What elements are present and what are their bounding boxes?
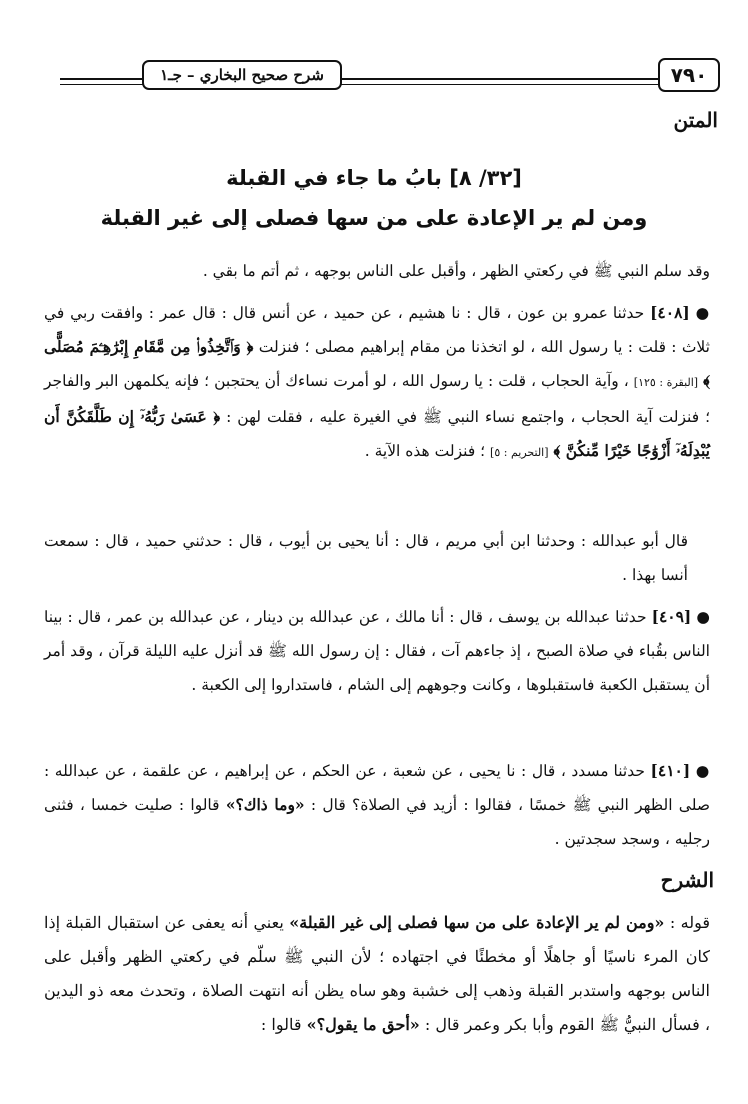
hadith-text: ؛ فنزلت هذه الآية . [364,442,486,460]
page-header [60,56,720,96]
hadith-410 [44,754,710,856]
chapter-intro: وقد سلم النبي ﷺ في ركعتي الظهر ، وأقبل على الناس بوجهه ، ثم أتم ما بقي . [202,262,710,280]
bullet-icon: ● [696,607,710,626]
quran-verse: ﴿ وَٱتَّخِذُوا۟ مِن مَّقَامِ إِبْرَٰهِـۧمَ مُصَلًّى ﴾ [44,337,710,390]
quoted-saying: «أحق ما يقول؟» [306,1015,420,1034]
hadith-number: [٤٠٩] [651,607,692,626]
verse-reference: [التحريم : ٥] [490,446,549,459]
verse-reference: [البقرة : ١٢٥] [633,376,699,389]
page-number: ٧٩٠ [658,58,720,92]
quoted-saying: «وما ذاك؟» [225,795,305,814]
chapter-title: [٣٢/ ٨] بابُ ما جاء في القبلة [226,166,522,190]
chapter-subtitle: ومن لم ير الإعادة على من سها فصلى إلى غير القبلة [100,206,648,230]
hadith-text: ، وآية الحجاب ، قلت : يا رسول الله ، لو أمرت نساءك أن يحتجبن ؛ فإنه يكلمهن البر والفاجر ؛ فنزلت آية الحجاب ، واجتمع نساء النبي ﷺ في الغيرة عليه ، فقلت لهن : [44,372,711,426]
hadith-text: قالوا : صليت خمسا ، فثنى رجليه ، وسجد سجدتين . [44,796,710,848]
hadith-text: حدثنا عبدالله بن يوسف ، قال : أنا مالك ، عن عبدالله بن دينار ، عن عبدالله بن عمر ، قال : بينا الناس بقُباء في صلاة الصبح ، إذ جاءهم آت ، فقال : إن رسول الله ﷺ قد أنزل عليه الليلة قرآن ، وقد أمر أن يستقبل الكعبة فاستقبلوها ، وكانت وجوههم إلى الشام ، فاستداروا إلى الكعبة . [44,608,710,694]
commentary [44,906,710,1042]
hadith-text: حدثنا مسدد ، قال : نا يحيى ، عن شعبة ، عن الحكم ، عن إبراهيم ، عن علقمة ، عن عبدالله : صلى الظهر النبي ﷺ خمسًا ، فقالوا : أزيد في الصلاة؟ قال : [44,762,710,814]
matn-label: المتن [673,108,718,132]
hadith-number: [٤٠٨] [650,303,690,322]
hadith-408-note: قال أبو عبدالله : وحدثنا ابن أبي مريم ، قال : أنا يحيى بن أيوب ، قال : حدثني حميد ، قال : سمعت أنسا بهذا . [44,532,688,584]
quran-verse: ﴿ عَسَىٰ رَبُّهُۥٓ إِن طَلَّقَكُنَّ أَن يُبْدِلَهُۥٓ أَزْوَٰجًا خَيْرًا مِّنكُنَّ ﴾ [44,407,710,460]
book-title: شرح صحيح البخاري – جـ١ [142,60,342,90]
hadith-number: [٤١٠] [650,761,691,780]
commentary-text: قالوا : [260,1015,302,1034]
bullet-icon: ● [695,761,710,780]
commentary-text: قوله : [669,913,711,932]
commentary-text: يعني أنه يعفى عن استقبال القبلة إذا كان المرء ناسيًا أو جاهلًا أو مخطئًا في اجتهاده ؛ لأن النبي ﷺ سلّم في ركعتي الظهر وأقبل على الناس بوجهه واستدبر القبلة وذهب إلى خشبة وهو ساه يظن أنه انتهت الصلاة ، وتحدث معه ذو اليدين ، فسأل النبيُّ ﷺ القوم وأبا بكر وعمر قال : [44,913,710,1034]
hadith-408 [44,296,710,470]
sharh-label: الشرح [660,868,714,892]
bullet-icon: ● [695,303,710,322]
hadith-409 [44,600,710,702]
hadith-text: حدثنا عمرو بن عون ، قال : نا هشيم ، عن حميد ، عن أنس قال : قال عمر : وافقت ربي في ثلاث : قلت : يا رسول الله ، لو اتخذنا من مقام إبراهيم مصلى ؛ فنزلت [44,304,710,356]
quoted-title: «ومن لم ير الإعادة على من سها فصلى إلى غير القبلة» [289,913,665,932]
